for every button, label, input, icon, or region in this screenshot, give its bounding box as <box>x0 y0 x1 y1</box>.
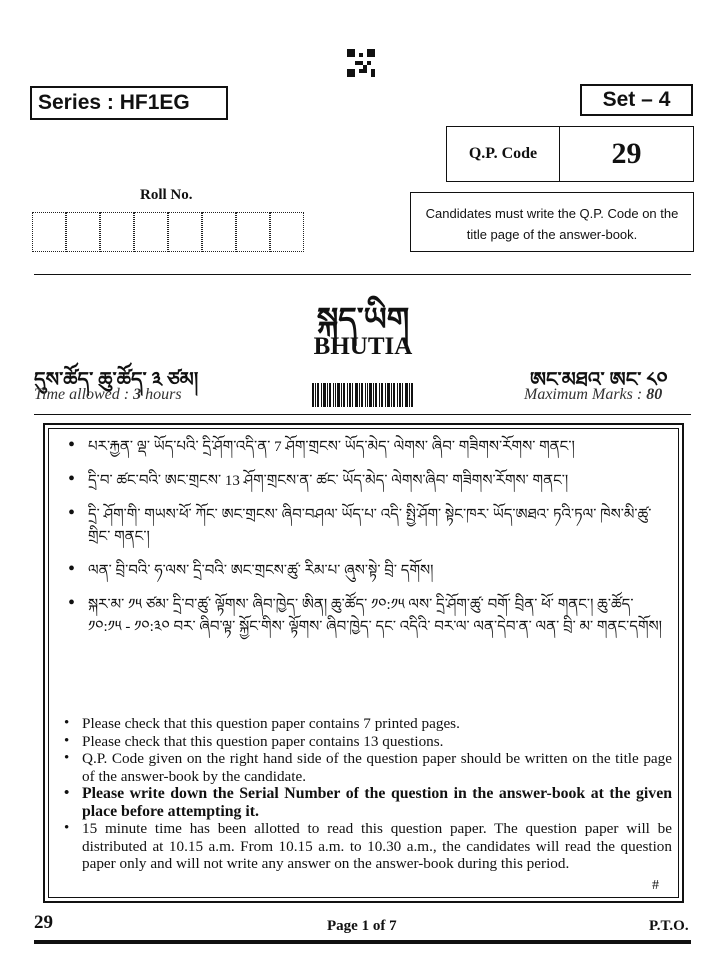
time-label: Time allowed : <box>34 386 130 403</box>
series-label: Series : <box>38 91 114 114</box>
tibetan-instructions <box>62 436 662 650</box>
time-allowed <box>34 386 182 404</box>
time-value: 3 <box>133 386 142 403</box>
footer-page-number: Page 1 of 7 <box>327 918 397 934</box>
candidate-note: Candidates must write the Q.P. Code on the title page of the answer-book. <box>410 192 694 252</box>
tibetan-time-allowed: དུས་ཚོད་ ཆུ་ཚོད་ ༣ ཙམ། <box>34 369 199 391</box>
tibetan-title: སྐད་ཡིག <box>316 301 410 337</box>
english-instructions <box>62 715 672 873</box>
roll-number-cell[interactable] <box>100 212 134 252</box>
english-instruction-item: • Please check that this question paper contains 13 questions. <box>62 733 672 751</box>
divider <box>34 274 691 275</box>
roll-number-cell[interactable] <box>270 212 304 252</box>
roll-number-cell[interactable] <box>168 212 202 252</box>
tibetan-maximum-marks: ཨང་མཐའ་ ཨང་ ༨༠ <box>530 369 668 391</box>
footer-rule <box>34 940 691 944</box>
tibetan-instruction-item: • སྐར་མ་ ༡༥ ཙམ་ དྲི་བ་ཚུ་ ལྟོགས་ ཞིབ་ཁྱེད་ ཨིན། ཆུ་ཚོད་ ༡༠:༡༥ ལས་ དྲི་ཤོག་ཚུ་ བགོ་ བྲིན་ ཕོ་ གནང་། ཆུ་ཚོད་ ༡༠:༡༥ - ༡༠:༣༠ བར་ ཞིབ་ལྟ་ སྐྱོང་གིས་ ལྟོགས་ ཞིབ་ཁྱེད་ དང་ འདིའི་ བར་ལ་ ལན་དེབ་ན་ ལན་ བྲི་ མ་ གནང་དགོས། <box>62 594 662 638</box>
qp-code-box <box>446 126 694 182</box>
divider <box>34 414 691 415</box>
subject-title: BHUTIA <box>313 333 413 360</box>
roll-number-cell[interactable] <box>202 212 236 252</box>
barcode <box>312 383 414 407</box>
english-instruction-item: • Q.P. Code given on the right hand side of the question paper should be written on the title page of the answer-book by the candidate. <box>62 750 672 785</box>
roll-number-cell[interactable] <box>66 212 100 252</box>
qp-code-value: 29 <box>611 137 642 170</box>
tibetan-instruction-item: • ལན་ བྲི་བའི་ ཧ་ལས་ དྲི་བའི་ ཨང་གྲངས་ཚུ་ རིམ་པ་ ཞུས་སྟེ་ བྲི་ དགོས། <box>62 560 662 582</box>
english-instruction-item-bold: • Please write down the Serial Number of the question in the answer-book at the given place before attempting it. <box>62 785 672 820</box>
english-instruction-item: • 15 minute time has been allotted to read this question paper. The question paper will be distributed at 10.15 a.m. From 10.15 a.m. to 10.30 a.m., the candidates will read the question paper only and will not write any answer on the answer-book during this period. <box>62 820 672 873</box>
tibetan-instruction-item: • དྲི་བ་ ཚང་བའི་ ཨང་གྲངས་ 13 ཤོག་གྲངས་ན་ ཚང་ ཡོད་མེད་ ལེགས་ཞིབ་ གཟིགས་རོགས་ གནང་། <box>62 470 662 492</box>
qp-code-label: Q.P. Code <box>447 127 560 181</box>
roll-number-boxes <box>32 212 304 252</box>
roll-number-cell[interactable] <box>134 212 168 252</box>
hash-mark: # <box>652 878 659 893</box>
english-instruction-item: • Please check that this question paper contains 7 printed pages. <box>62 715 672 733</box>
roll-number-label: Roll No. <box>140 187 193 203</box>
marks-value: 80 <box>646 386 663 403</box>
footer-pto: P.T.O. <box>649 918 689 934</box>
set-value: 4 <box>658 88 671 111</box>
maximum-marks <box>524 386 662 404</box>
roll-number-cell[interactable] <box>32 212 66 252</box>
set-label: Set <box>602 88 636 111</box>
series-box <box>30 86 228 120</box>
tibetan-instruction-item: • པར་རྐྱན་ ལྡ་ ཡོད་པའི་ དྲི་ཤོག་འདི་ན་ 7 ཤོག་གྲངས་ ཡོད་མེད་ ལེགས་ ཞིབ་ གཟིགས་རོགས་ གནང་། <box>62 436 662 458</box>
set-dash: – <box>641 88 653 111</box>
footer-qp-number: 29 <box>34 912 53 933</box>
set-box <box>580 84 693 116</box>
time-unit: hours <box>145 386 182 403</box>
roll-number-cell[interactable] <box>236 212 270 252</box>
qr-code <box>347 49 375 77</box>
series-value: HF1EG <box>119 91 190 114</box>
tibetan-instruction-item: • དྲི་ ཤོག་གི་ གཡས་ཕོ་ ཀོང་ ཨང་གྲངས་ ཞིབ་བཤལ་ ཡོད་པ་ འདི་ སྤྱི་ཤོག་ སྟེང་ཁར་ ཡོད་ཨཐའ་ ཏའི་ཏལ་ ཁེས་མི་ཚུ་ གྲིང་ གནང་། <box>62 504 662 548</box>
marks-label: Maximum Marks : <box>524 386 643 403</box>
